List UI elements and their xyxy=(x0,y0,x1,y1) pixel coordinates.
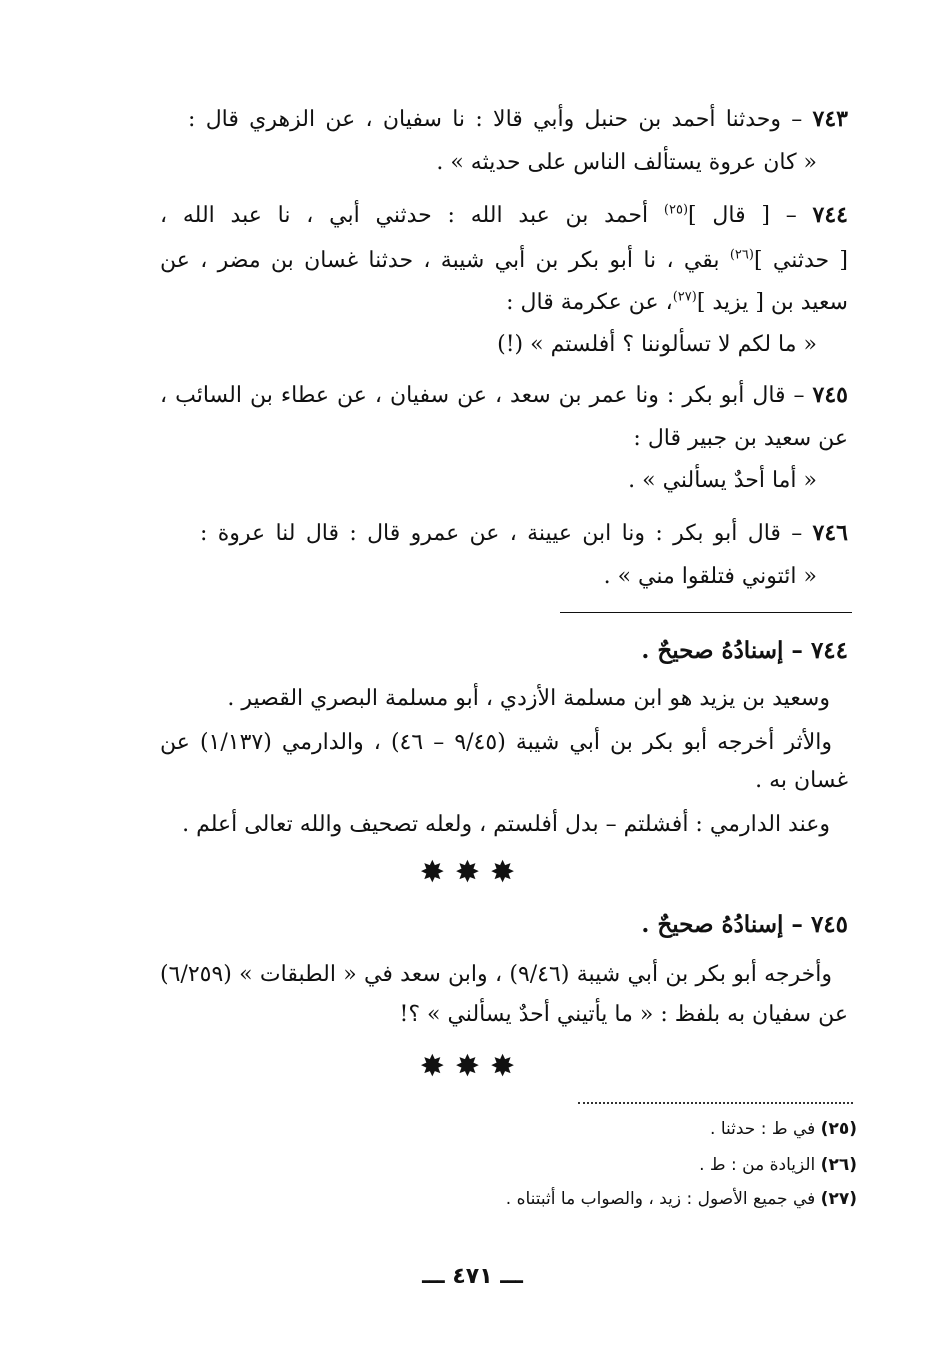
footnote-ref: (٢٧) xyxy=(672,289,697,305)
commentary-744-para-2-line-1: والأثر أخرجه أبو بكر بن أبي شيبة (٩/٤٥ – ٤٦) ، والدارمي (١/١٣٧) عن xyxy=(160,730,832,755)
entry-text: – قال أبو بكر : ونا عمر بن سعد ، عن سفيان ، عن عطاء بن السائب ، xyxy=(160,383,813,408)
entry-text: بقي ، نا أبو بكر بن أبي شيبة ، حدثنا غسان بن مضر ، عن xyxy=(160,248,730,273)
entry-744-line-1 xyxy=(160,200,848,231)
commentary-744-para-3: وعند الدارمي : أفشلتم – بدل أفلستم ، ولعله تصحيف والله تعالى أعلم . xyxy=(182,812,830,837)
section-ornament: ✸✸✸ xyxy=(419,1049,526,1084)
entry-text: سعيد بن [ يزيد ] xyxy=(696,290,848,315)
entry-743-line-2: « كان عروة يستألف الناس على حديثه » . xyxy=(436,150,817,175)
entry-744-line-4: « ما لكم لا تسألوننا ؟ أفلستم » (!) xyxy=(497,332,817,357)
commentary-744-heading: ٧٤٤ – إسنادُهُ صحيحٌ . xyxy=(641,637,848,664)
entry-number: ٧٤٣ xyxy=(812,106,848,132)
footnote-text: الزيادة من : ط . xyxy=(699,1155,821,1175)
footnote-number: (٢٦) xyxy=(820,1155,857,1175)
entry-text: ، عن عكرمة قال : xyxy=(506,290,673,315)
footnote-ref: (٢٥) xyxy=(663,202,689,218)
footnote-25 xyxy=(710,1114,857,1144)
entry-number: ٧٤٤ xyxy=(812,202,848,228)
footnote-27 xyxy=(506,1184,857,1214)
entry-number: ٧٤٥ xyxy=(812,382,848,408)
footnote-number: (٢٧) xyxy=(820,1189,857,1209)
entry-text: – [ قال ] xyxy=(688,203,813,228)
entry-text: – قال أبو بكر : ونا ابن عيينة ، عن عمرو قال : قال لنا عروة : xyxy=(200,521,813,546)
commentary-744-para-1: وسعيد بن يزيد هو ابن مسلمة الأزدي ، أبو مسلمة البصري القصير . xyxy=(227,686,830,711)
entry-number: ٧٤٦ xyxy=(812,520,848,546)
footnote-number: (٢٥) xyxy=(820,1119,857,1139)
entry-744-line-2 xyxy=(160,246,848,276)
footnote-divider xyxy=(578,1102,853,1104)
section-ornament: ✸✸✸ xyxy=(419,855,526,890)
commentary-745-para-1-line-2: عن سفيان به بلفظ : « ما يأتيني أحدٌ يسألني » ؟! xyxy=(399,1002,848,1027)
section-divider xyxy=(560,612,852,613)
entry-745-line-2: عن سعيد بن جبير قال : xyxy=(633,426,848,451)
footnote-ref: (٢٦) xyxy=(729,247,754,263)
commentary-745-para-1-line-1: وأخرجه أبو بكر بن أبي شيبة (٩/٤٦) ، وابن سعد في « الطبقات » (٦/٢٥٩) xyxy=(160,962,832,987)
entry-745-line-1 xyxy=(160,380,848,411)
entry-746-line-1 xyxy=(200,518,848,549)
footnote-text: في جميع الأصول : زيد ، والصواب ما أثبتناه . xyxy=(505,1189,821,1209)
commentary-744-para-2-line-2: غسان به . xyxy=(755,768,848,793)
footnote-text: في ط : حدثنا . xyxy=(710,1119,821,1139)
entry-text: – وحدثنا أحمد بن حنبل وأبي قالا : نا سفيان ، عن الزهري قال : xyxy=(188,107,813,132)
commentary-745-heading: ٧٤٥ – إسنادُهُ صحيحٌ . xyxy=(641,911,848,938)
page-number: ـــ ٤٧١ ـــ xyxy=(422,1264,523,1289)
entry-745-line-3: « أما أحدٌ يسألني » . xyxy=(628,468,817,493)
footnote-26 xyxy=(699,1150,857,1180)
entry-743-line-1 xyxy=(188,104,848,135)
entry-text: أحمد بن عبد الله : حدثني أبي ، نا عبد الله ، xyxy=(160,203,664,228)
entry-744-line-3 xyxy=(506,288,848,318)
entry-746-line-2: « ائتوني فتلقوا مني » . xyxy=(603,564,817,589)
entry-text: [ حدثني ] xyxy=(753,248,849,273)
